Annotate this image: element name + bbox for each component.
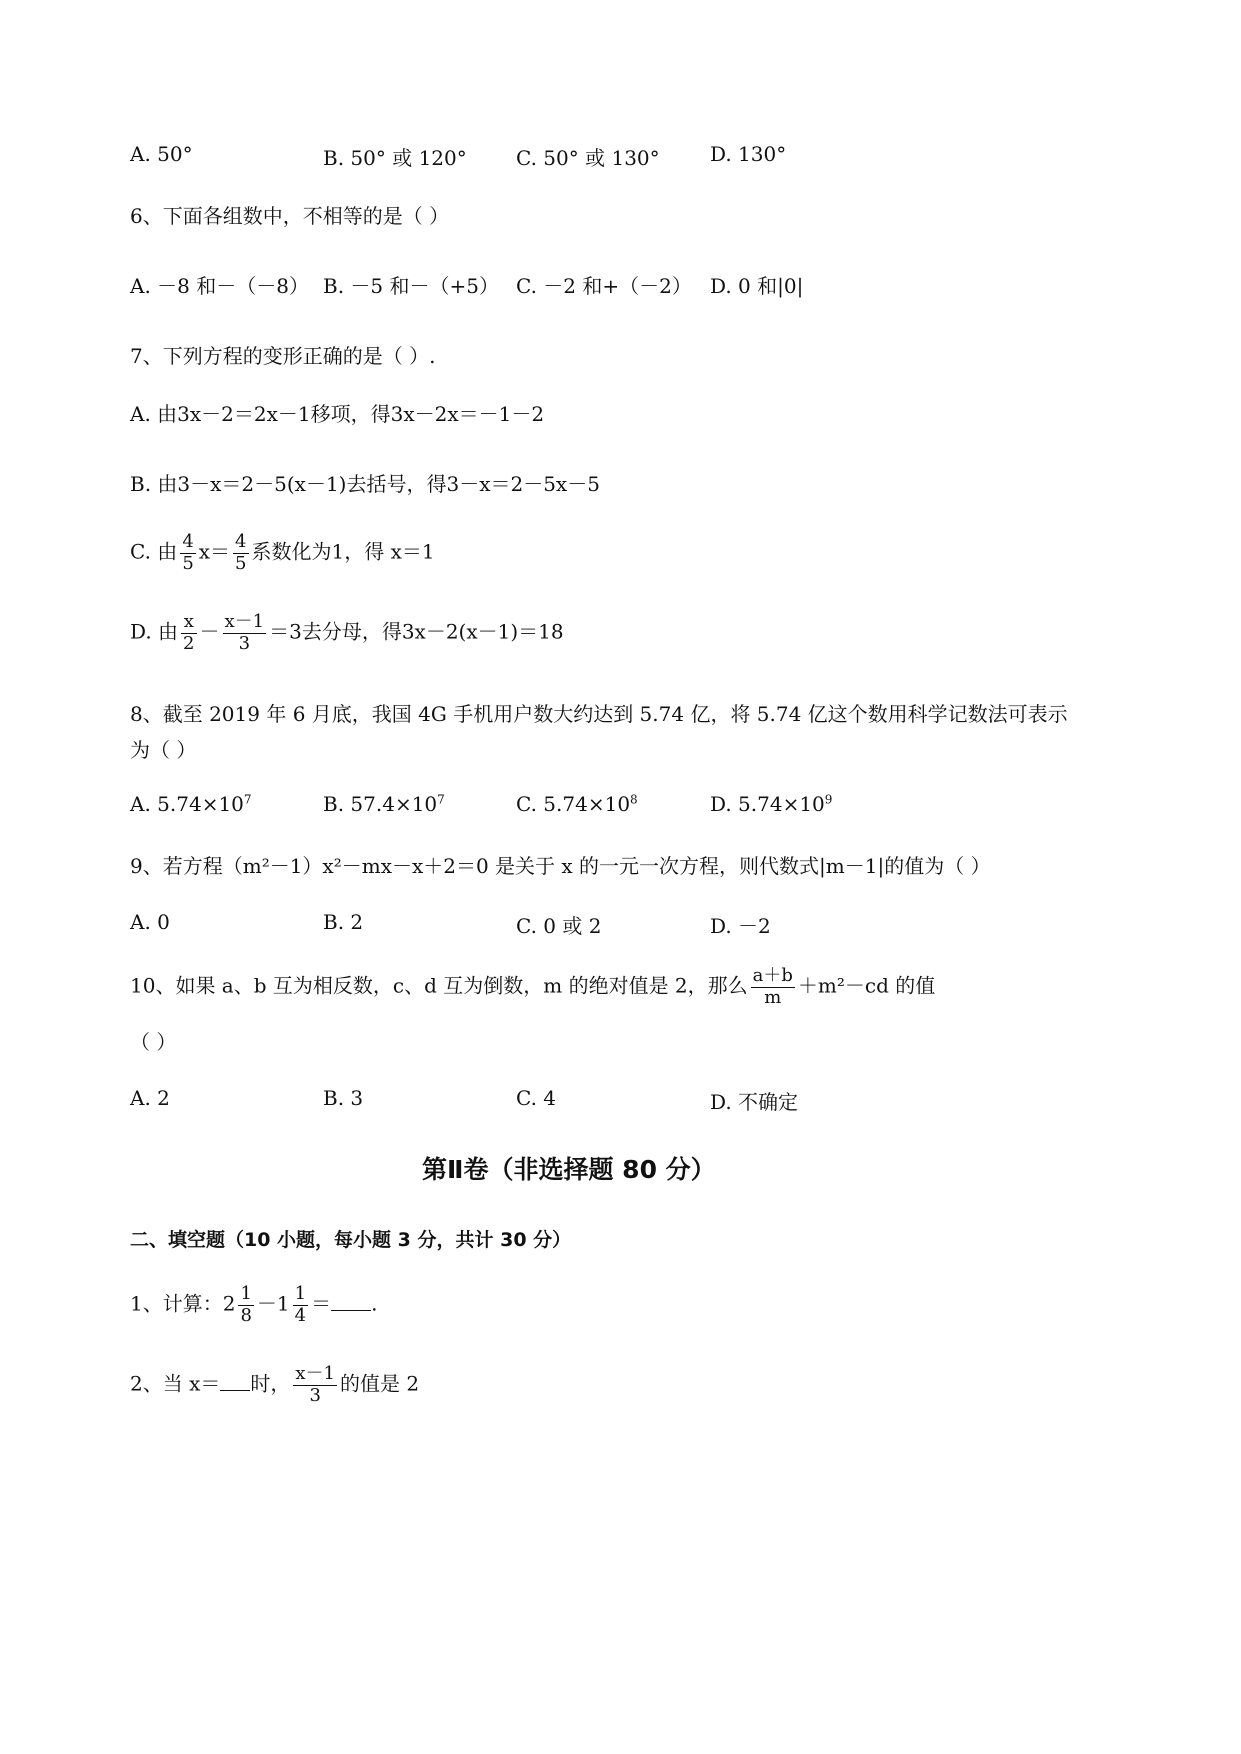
q10-option-a: A. 2: [130, 1086, 170, 1110]
q6-stem: 6、下面各组数中，不相等的是（ ）: [130, 204, 450, 228]
fill2-fraction: $\frac{x-1}{3}$: [295, 1363, 335, 1406]
fill1-fraction-2: $\frac{1}{4}$: [294, 1283, 307, 1326]
q7-option-c: [130, 532, 435, 574]
answer-blank: [220, 1389, 250, 1391]
q8-option-d: D. $5.74\times 10^9$: [710, 792, 833, 816]
q7-option-b: B. 由3－x＝2－5(x－1)去括号，得3－x＝2－5x－5: [130, 472, 600, 496]
q9-option-a: A. 0: [130, 910, 170, 934]
q10-stem-line2: （ ）: [130, 1030, 177, 1054]
q7-d-fraction-1: $\frac{x}{2}$: [183, 611, 195, 654]
q8-option-b: B. $57.4\times 10^7$: [323, 792, 445, 816]
q9-stem: 9、若方程（m²－1）x²－mx－x＋2＝0 是关于 x 的一元一次方程，则代数式|m－1|的值为（ ）: [130, 854, 991, 878]
q5-option-d: D. 130°: [710, 142, 787, 166]
q7-d-fraction-2: $\frac{x-1}{3}$: [224, 611, 265, 654]
q9-option-b: B. 2: [323, 910, 364, 934]
section-heading: 二、填空题（10 小题，每小题 3 分，共计 30 分）: [130, 1229, 572, 1251]
q5-option-b: B. 50° 或 120°: [323, 146, 467, 170]
answer-blank: [331, 1309, 371, 1311]
q10-stem: 10、如果 a、b 互为相反数，c、d 互为倒数，m 的绝对值是 2，那么 $\frac{a+b}{m}$ ＋m²－cd 的值: [130, 965, 936, 1008]
q7-stem: 7、下列方程的变形正确的是（ ）.: [130, 344, 436, 368]
q8-stem-line2: 为（ ）: [130, 738, 197, 762]
fill-question-1: 1、计算：2 $\frac{1}{8}$ －1 $\frac{1}{4}$ ＝ .: [130, 1283, 378, 1326]
q6-option-b: B. －5 和－（+5）: [323, 274, 499, 298]
q5-option-c: C. 50° 或 130°: [516, 146, 660, 170]
q5-option-a: A. 50°: [130, 142, 193, 166]
q7-c-mid: x＝: [198, 539, 231, 564]
part2-title: 第Ⅱ卷（非选择题 80 分）: [422, 1155, 716, 1184]
q8-stem-line1: 8、截至 2019 年 6 月底，我国 4G 手机用户数大约达到 5.74 亿，将 5.74 亿这个数用科学记数法可表示: [130, 702, 1068, 726]
q10-option-b: B. 3: [323, 1086, 364, 1110]
q7-c-suffix: 系数化为1，得 x＝1: [251, 539, 435, 564]
q7-c-fraction-2: $\frac{4}{5}$: [235, 531, 247, 574]
q9-option-c: C. 0 或 2: [516, 914, 602, 938]
q6-option-c: C. －2 和+（－2）: [516, 274, 692, 298]
q10-fraction: $\frac{a+b}{m}$: [752, 965, 793, 1008]
q6-option-a: A. －8 和－（－8）: [130, 274, 309, 298]
q7-option-d: D. 由 $\frac{x}{2}$ － $\frac{x-1}{3}$ ＝3去分母，得3x－2(x－1)＝18: [130, 611, 564, 654]
q7-c-fraction: $\frac{4}{5}$: [182, 531, 194, 574]
q8-option-a: A. $5.74\times 10^7$: [130, 792, 252, 816]
q10-option-d: D. 不确定: [710, 1090, 799, 1114]
q8-option-c: C. $5.74\times 10^8$: [516, 792, 638, 816]
fill-question-2: 2、当 x＝ 时， $\frac{x-1}{3}$ 的值是 2: [130, 1363, 420, 1406]
q6-option-d: D. 0 和|0|: [710, 274, 804, 298]
q7-d-suffix: ＝3去分母，得3x－2(x－1)＝18: [269, 619, 564, 644]
q7-d-prefix: D. 由: [130, 619, 179, 644]
q10-option-c: C. 4: [516, 1086, 557, 1110]
q7-option-a: A. 由3x－2＝2x－1移项，得3x－2x＝－1－2: [130, 402, 545, 426]
q7-c-prefix: C. 由: [130, 539, 178, 564]
fill1-fraction-1: $\frac{1}{8}$: [240, 1283, 252, 1326]
q9-option-d: D. －2: [710, 914, 771, 938]
